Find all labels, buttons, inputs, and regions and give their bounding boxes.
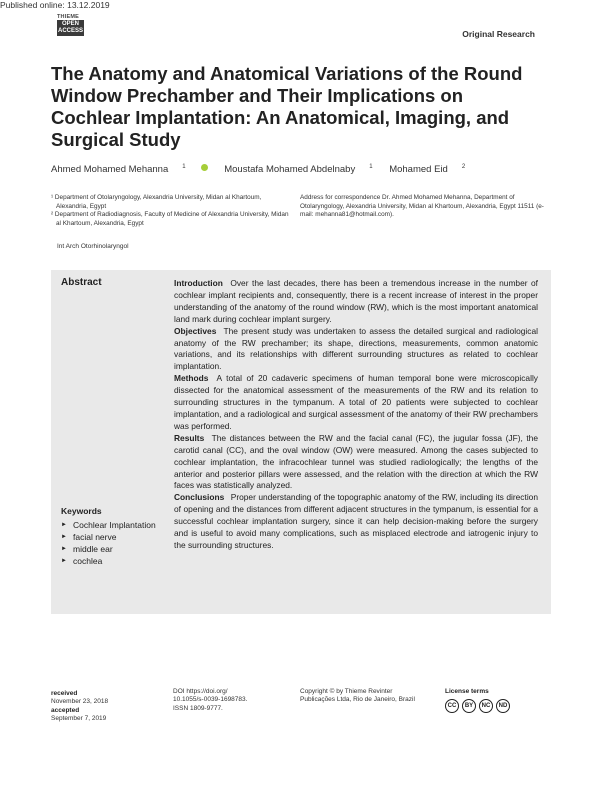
keywords-heading: Keywords	[61, 506, 102, 516]
keyword: ► middle ear	[61, 543, 161, 555]
journal-name: Int Arch Otorhinolaryngol	[57, 243, 129, 250]
affiliation: ¹ Department of Otolaryngology, Alexandria University, Midan al Khartoum, Alexandria, Egypt	[51, 194, 262, 210]
accepted-date: September 7, 2019	[51, 715, 107, 723]
keywords-list	[61, 519, 161, 567]
article-title: The Anatomy and Anatomical Variations of the Round Window Prechamber and Their Implications on Cochlear Implantation: An Anatomical, Imaging, and Surgical Study	[51, 63, 523, 150]
author-list	[51, 164, 479, 175]
abstract-section: Conclusions Proper understanding of the topographic anatomy of the RW, including its direction of opening and the distances from different adjacent structures in the tympanum, is essential for a successful cochlear implantation surgery, since it can help decision-making before the surgery and is useful to avoid many complications, such as misplaced electrode and iatrogenic injury to the surrounding structures.	[174, 492, 538, 550]
author[interactable]: Ahmed Mohamed Mehanna $^1$	[51, 164, 186, 176]
author[interactable]: Moustafa Mohamed Abdelnaby $^1$	[224, 164, 373, 176]
abstract-section: Results The distances between the RW and the facial canal (FC), the jugular fossa (JF), the carotid canal (CC), and the oval window (OW) were measured. Among the cases subjected to cochlear implantation, the infracochlear tunnel was studied radiologically; the lengths of the anterior and posterior pillars were assessed, and the relation with the direction at which the RW faces was statistically analyzed.	[174, 432, 538, 491]
received-date: November 23, 2018	[51, 698, 109, 706]
keyword: ► cochlea	[61, 555, 161, 567]
abstract-section: Objectives The present study was undertaken to assess the detailed surgical and radiological anatomy of the RW prechamber; its shape, directions, measurements, common anatomic variations, and its relationships with different surrounding structures as related to cochlear implantation.	[174, 325, 538, 372]
abstract-heading: Abstract	[61, 277, 102, 288]
affiliations	[51, 194, 291, 228]
abstract-section: Methods A total of 20 cadaveric specimens of human temporal bone were microscopically dissected for the anatomical assessment of the measurements of the RW and its relation to surrounding structures in the tympanum. A total of 20 patients were subjected to cochlear implantation, and a radiological and surgical assessment of the anatomy of their RW prechambers was performed.	[174, 373, 538, 431]
abstract-section: Introduction Over the last decades, there has been a tremendous increase in the number of cochlear implant recipients and, consequently, there is a recent increase of interest in the proper understanding of the anatomy of the round window (RW), which is the most important anatomical land mark during cochlear implant surgery.	[174, 278, 539, 324]
published-date: Published online: 13.12.2019	[0, 0, 110, 10]
by-icon: BY	[462, 699, 476, 713]
thieme-open-access-logo: THIEME OPEN ACCESS	[57, 14, 84, 34]
dates-block: received November 23, 2018 accepted September 7, 2019	[51, 690, 151, 724]
doi-link[interactable]: DOI https://doi.org/	[173, 688, 228, 695]
correspondence-address: Address for correspondence Dr. Ahmed Mohamed Mehanna, Department of Otolaryngology, Alexandria University, Midan al Khartoum, Alexandria, Egypt 11511 (e-mail: mehanna81@hotmail.com).	[300, 194, 544, 219]
article-type-label: Original Research	[462, 29, 535, 39]
nd-icon: ND	[496, 699, 510, 713]
doi-block: DOI https://doi.org/ 10.1055/s-0039-1698783. ISSN 1809-9777.	[173, 688, 293, 713]
nc-icon: NC	[479, 699, 493, 713]
author[interactable]: Mohamed Eid $^2$	[389, 164, 466, 176]
keyword: ► facial nerve	[61, 531, 161, 543]
cc-license-icons[interactable]	[445, 699, 545, 713]
license-terms-link[interactable]: License terms	[445, 688, 489, 695]
cc-icon: CC	[445, 699, 459, 713]
abstract-body	[174, 278, 538, 552]
affiliation: ² Department of Radiodiagnosis, Faculty of Medicine of Alexandria University, Midan al Khartoum, Alexandria, Egypt	[51, 211, 289, 227]
orcid-icon[interactable]	[201, 164, 208, 171]
license-block	[445, 688, 545, 713]
copyright-block: Copyright © by Thieme Revinter Publicações Ltda, Rio de Janeiro, Brazil	[300, 688, 415, 704]
keyword: ► Cochlear Implantation	[61, 519, 161, 531]
issn: ISSN 1809-9777.	[173, 704, 223, 712]
